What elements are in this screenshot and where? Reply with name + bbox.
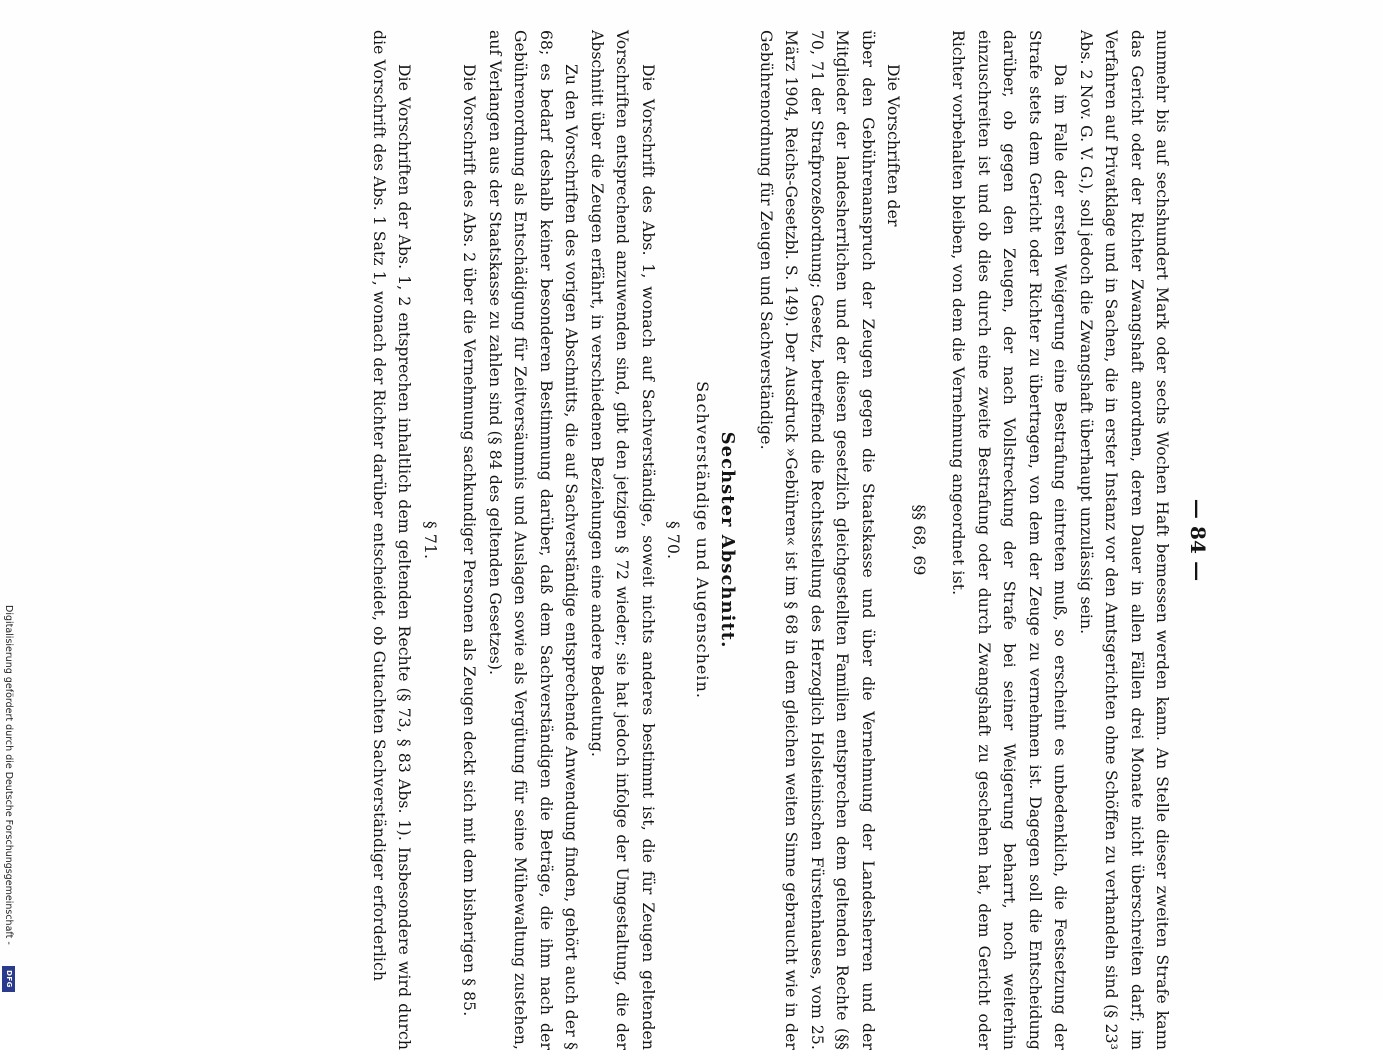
paragraph: über den Gebührenanspruch der Zeugen gegen die Staatskasse und über die Vernehmung der Landesherren und der Mitglieder der landesherrlichen und der diesen gesetzlich gleichgestellten Familien entsprechen dem geltenden Rechte (§§ 70, 71 der Strafprozeßordnung; Gesetz, betreffend die Rechtsstellung des Herzoglich Holsteinischen Fürstenhauses, vom 25. März 1904, Reichs-Gesetzbl. S. 149). Der Ausdruck »Gebühren« ist im § 68 in dem gleichen weiten Sinne gebraucht wie in der Gebührenordnung für Zeugen und Sachverständige.	[757, 30, 877, 1050]
page-body	[366, 30, 1211, 1050]
section-heading: § 71.	[421, 520, 439, 560]
document-page	[130, 0, 1250, 1050]
paragraph: Die Vorschriften der Abs. 1, 2 entsprechen inhaltlich dem geltenden Rechte (§ 73, § 83 Abs. 1). Insbesondere wird durch die Vorschrift des Abs. 1 Satz 1, wonach der Richter darüber entscheidet, ob Gutachten Sachverständiger erforderlich	[370, 30, 414, 1050]
dfg-logo-icon	[2, 966, 15, 992]
paragraph: nunmehr bis auf sechshundert Mark oder sechs Wochen Haft bemessen werden kann. An Stelle dieser zweiten Strafe kann das Gericht oder der Richter Zwangshaft anordnen, deren Dauer in allen Fällen drei Monate nicht überschreiten darf; im Verfahren auf Privatklage und in Sachen, die in erster Instanz vor den Amtsgerichten ohne Schöffen zu verhandeln sind (§ 23³ Abs. 2 Nov. G. V. G.), soll jedoch die Zwangshaft überhaupt unzulässig sein.	[1077, 30, 1172, 1050]
dfg-logo-text: DFG	[4, 970, 13, 988]
section-heading: §§ 68, 69	[910, 504, 928, 576]
paragraph: Die Vorschrift des Abs. 1, wonach auf Sachverständige, soweit nichts anderes bestimmt ist, die für Zeugen geltenden Vorschriften entsprechend anzuwenden sind, gibt den jetzigen § 72 wieder; sie hat jedoch infolge der Umgestaltung, die der Abschnitt über die Zeugen erfährt, in verschiedenen Beziehungen eine andere Bedeutung.	[588, 30, 657, 1050]
digitization-credit: Digitalisierung gefördert durch die Deutsche Forschungsgemeinschaft -	[3, 605, 14, 945]
paragraph: Zu den Vorschriften des vorigen Abschnitts, die auf Sachverständige entsprechende Anwendung finden, gehört auch der § 68; es bedarf deshalb keiner besonderen Bestimmung darüber, daß dem Sachverständigen die Beträge, die ihm nach der Gebührenordnung als Entschädigung für Zeitversäumnis und Auslagen sowie als Vergütung für seine Mühewaltung zustehen, auf Verlangen aus der Staatskasse zu zahlen sind (§ 84 des geltenden Gesetzes).	[486, 30, 581, 1050]
paragraph-lead: Die Vorschriften der	[884, 64, 903, 227]
chapter-title: Sechster Abschnitt.	[717, 431, 739, 649]
paragraph: Die Vorschrift des Abs. 2 über die Vernehmung sachkundiger Personen als Zeugen deckt sich mit dem bisherigen § 85.	[460, 64, 479, 1017]
paragraph: Da im Falle der ersten Weigerung eine Bestrafung eintreten muß, so erscheint es unbedenklich, die Festsetzung der Strafe stets dem Gericht oder Richter zu übertragen, von dem der Zeuge zu vernehmen ist. Dagegen soll die Entscheidung darüber, ob gegen den Zeugen, der nach Vollstreckung der Strafe bei seiner Weigerung beharrt, noch weiterhin einzuschreiten ist und ob dies durch eine zweite Bestrafung oder durch Zwangshaft zu geschehen hat, dem Gericht oder Richter vorbehalten bleiben, von dem die Vernehmung angeordnet ist.	[949, 30, 1070, 1050]
page-number: — 84 —	[1186, 498, 1210, 582]
section-heading: § 70.	[664, 520, 683, 560]
chapter-subtitle: Sachverständige und Augenschein.	[693, 381, 712, 699]
